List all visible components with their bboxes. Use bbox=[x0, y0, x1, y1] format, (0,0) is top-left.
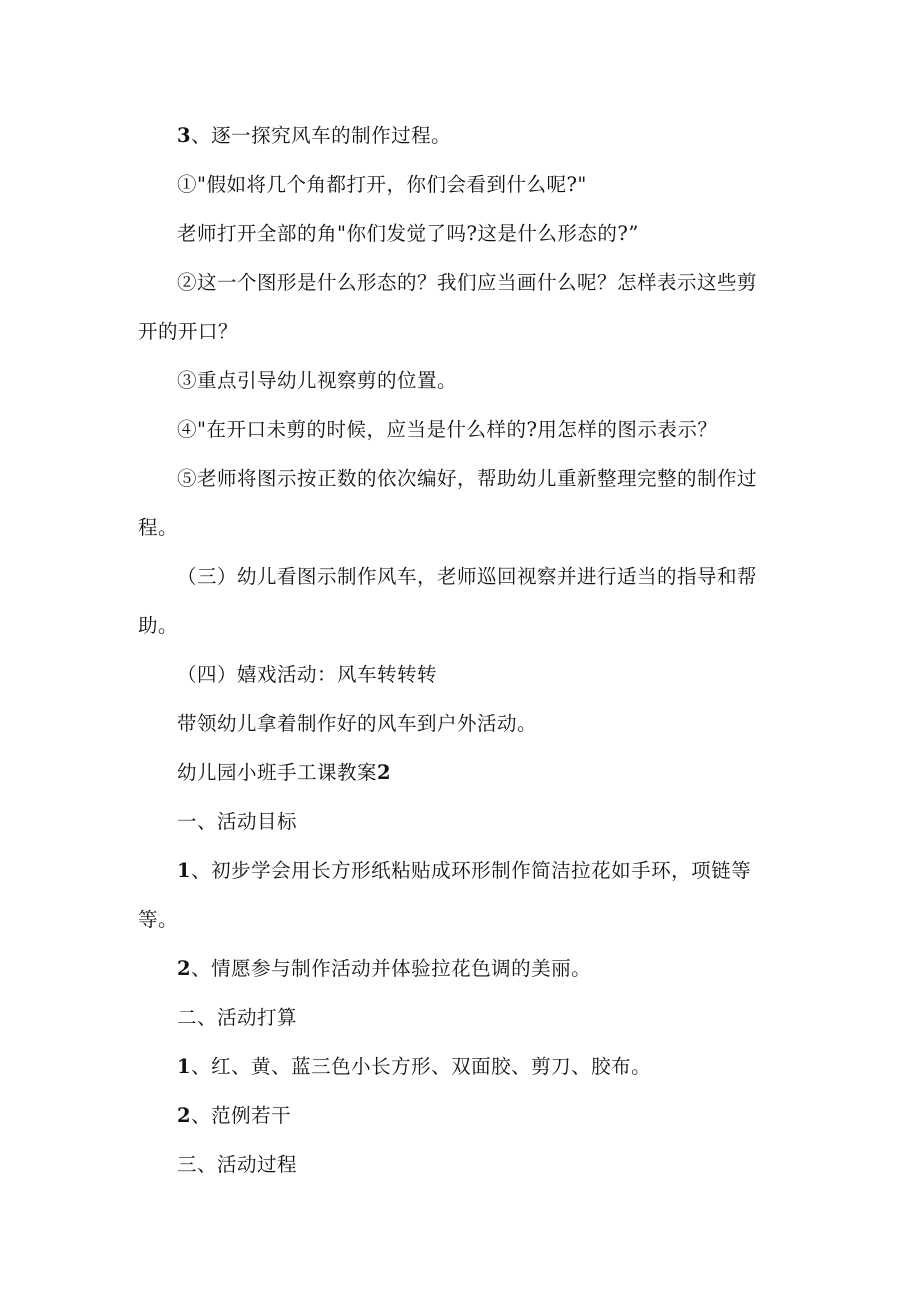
lesson-plan-number: 2 bbox=[377, 761, 392, 784]
goal-1 bbox=[177, 859, 751, 883]
prep-text: 、红、黄、蓝三色小长方形、双面胶、剪刀、胶布。 bbox=[191, 1055, 652, 1078]
step-number: 3 bbox=[177, 124, 192, 147]
paragraph-section-3-cont: 助。 bbox=[138, 614, 179, 637]
step-text: 、逐一探究风车的制作过程。 bbox=[191, 124, 452, 147]
paragraph-question-2-cont: 开的开口？ bbox=[138, 320, 239, 343]
goal-2 bbox=[177, 957, 591, 981]
step-3-heading bbox=[177, 124, 451, 148]
paragraph-question-2: ②这一个图形是什么形态的？我们应当画什么呢？怎样表示这些剪 bbox=[177, 271, 758, 294]
heading-activity-prep: 二、活动打算 bbox=[177, 1006, 298, 1029]
lesson-plan-title-text: 幼儿园小班手工课教案 bbox=[177, 761, 378, 784]
paragraph-step-5: ⑤老师将图示按正数的依次编好，帮助幼儿重新整理完整的制作过 bbox=[177, 467, 758, 490]
prep-number: 2 bbox=[177, 1104, 192, 1127]
paragraph-outdoor: 带领幼儿拿着制作好的风车到户外活动。 bbox=[177, 712, 538, 735]
goal-number: 2 bbox=[177, 957, 192, 980]
paragraph-step-5-cont: 程。 bbox=[138, 516, 179, 539]
lesson-plan-2-title bbox=[177, 761, 391, 785]
goal-number: 1 bbox=[177, 859, 192, 882]
paragraph-section-3: （三）幼儿看图示制作风车，老师巡回视察并进行适当的指导和帮 bbox=[177, 565, 758, 588]
prep-number: 1 bbox=[177, 1055, 192, 1078]
paragraph-section-4: （四）嬉戏活动：风车转转转 bbox=[177, 663, 438, 686]
goal-text: 、情愿参与制作活动并体验拉花色调的美丽。 bbox=[191, 957, 592, 980]
paragraph-question-3: ③重点引导幼儿视察剪的位置。 bbox=[177, 369, 458, 392]
prep-2 bbox=[177, 1104, 291, 1128]
prep-text: 、范例若干 bbox=[191, 1104, 292, 1127]
goal-1-cont: 等。 bbox=[138, 908, 179, 931]
heading-activity-goals: 一、活动目标 bbox=[177, 810, 298, 833]
goal-text: 、初步学会用长方形纸粘贴成环形制作简洁拉花如手环，项链等 bbox=[191, 859, 752, 882]
paragraph-teacher-opens: 老师打开全部的角"你们发觉了吗?这是什么形态的?” bbox=[177, 222, 639, 245]
paragraph-question-4: ④"在开口未剪的时候，应当是什么样的?用怎样的图示表示？ bbox=[177, 418, 718, 441]
prep-1 bbox=[177, 1055, 651, 1079]
heading-activity-process: 三、活动过程 bbox=[177, 1153, 298, 1176]
paragraph-question-1: ①"假如将几个角都打开，你们会看到什么呢?" bbox=[177, 173, 587, 196]
